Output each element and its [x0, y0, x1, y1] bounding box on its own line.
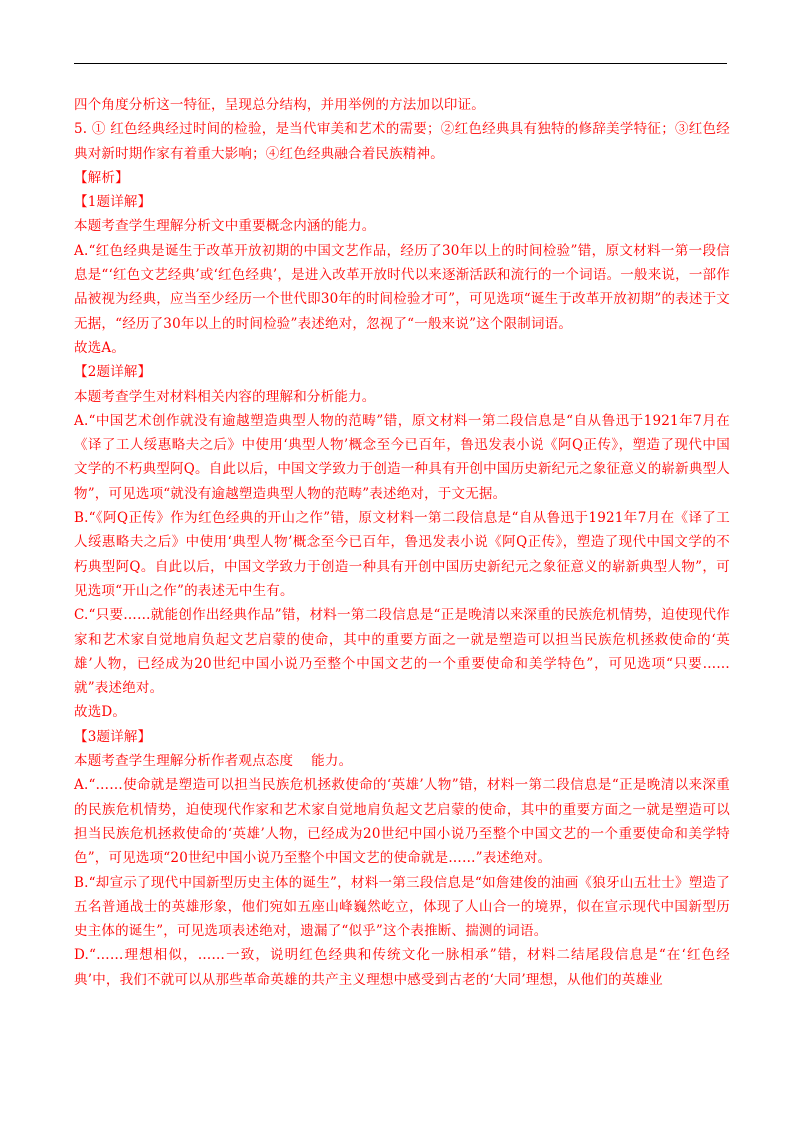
section-heading: 【1题详解】: [74, 194, 152, 211]
paragraph: 故选A。: [74, 339, 126, 356]
section-heading: 【2题详解】: [74, 364, 152, 381]
paragraph: 本题考查学生对材料相关内容的理解和分析能力。: [74, 388, 376, 405]
paragraph: B.“《阿Q正传》作为红色经典的开山之作”错，原文材料一第二段信息是“自从鲁迅于1921年7月在《译了工人绥惠略夫之后》中使用‘典型人物’概念至今已百年，鲁迅发表小说《阿Q正传》，塑造了现代中国文学的不朽典型阿Q。自此以后，中国文学致力于创造一种具有开创中国历史新纪元之象征意义的崭新典型人物”，可见选项“开山之作”的表述无中生有。: [74, 510, 730, 599]
paragraph: A.“……使命就是塑造可以担当民族危机拯救使命的‘英雄’人物”错，材料一第二段信息是“正是晚清以来深重的民族危机情势，迫使现代作家和艺术家自觉地肩负起文艺启蒙的使命，其中的重要方面之一就是塑造可以担当民族危机拯救使命的‘英雄’人物，已经成为20世纪中国小说乃至整个中国文艺的一个重要使命和美学特色”，可见选项“20世纪中国小说乃至整个中国文艺的使命就是……”表述绝对。: [74, 777, 730, 867]
paragraph: B.“却宣示了现代中国新型历史主体的诞生”，材料一第三段信息是“如詹建俊的油画《狼牙山五壮士》塑造了五名普通战士的英雄形象，他们宛如五座山峰巍然屹立，体现了人山合一的境界，似在宣示现代中国新型历史主体的诞生”，可见选项表述绝对，遗漏了“似乎”这个表推断、揣测的词语。: [74, 874, 730, 940]
paragraph: A.“中国艺术创作就没有逾越塑造典型人物的范畴”错，原文材料一第二段信息是“自从鲁迅于1921年7月在《译了工人绥惠略夫之后》中使用‘典型人物’概念至今已百年，鲁迅发表小说《阿Q正传》，塑造了现代中国文学的不朽典型阿Q。自此以后，中国文学致力于创造一种具有开创中国历史新纪元之象征意义的崭新典型人物”，可见选项“就没有逾越塑造典型人物的范畴”表述绝对，于文无据。: [74, 412, 730, 502]
paragraph: 5. ① 红色经典经过时间的检验，是当代审美和艺术的需要；②红色经典具有独特的修辞美学特征；③红色经典对新时期作家有着重大影响；④红色经典融合着民族精神。: [74, 121, 730, 162]
paragraph: 本题考查学生理解分析文中重要概念内涵的能力。: [74, 218, 376, 235]
paragraph: 四个角度分析这一特征，呈现总分结构，并用举例的方法加以印证。: [74, 97, 485, 113]
header-rule: [74, 63, 727, 64]
answer-text-body: [74, 93, 730, 992]
paragraph: 故选D。: [74, 704, 127, 721]
paragraph: 本题考查学生理解分析作者观点态度 能力。: [74, 753, 353, 770]
paragraph: C.“只要……就能创作出经典作品”错，材料一第二段信息是“正是晚清以来深重的民族危机情势，迫使现代作家和艺术家自觉地肩负起文艺启蒙的使命，其中的重要方面之一就是塑造可以担当民族危机拯救使命的‘英雄’人物，已经成为20世纪中国小说乃至整个中国文艺的一个重要使命和美学特色”，可见选项“只要……就”表述绝对。: [74, 607, 730, 697]
paragraph: A.“红色经典是诞生于改革开放初期的中国文艺作品，经历了30年以上的时间检验”错，原文材料一第一段信息是“‘红色文艺经典’或‘红色经典’，是进入改革开放时代以来逐渐活跃和流行的一个词语。一般来说，一部作品被视为经典，应当至少经历一个世代即30年的时间检验才可”，可见选项“诞生于改革开放初期”的表述于文无据，“经历了30年以上的时间检验”表述绝对，忽视了“一般来说”这个限制词语。: [74, 242, 730, 332]
paragraph: D.“……理想相似，……一致，说明红色经典和传统文化一脉相承”错，材料二结尾段信息是“在‘红色经典’中，我们不就可以从那些革命英雄的共产主义理想中感受到古老的‘大同’理想，从他们的英雄业: [74, 947, 730, 988]
section-heading: 【3题详解】: [74, 728, 152, 745]
section-heading: 【解析】: [74, 169, 129, 186]
